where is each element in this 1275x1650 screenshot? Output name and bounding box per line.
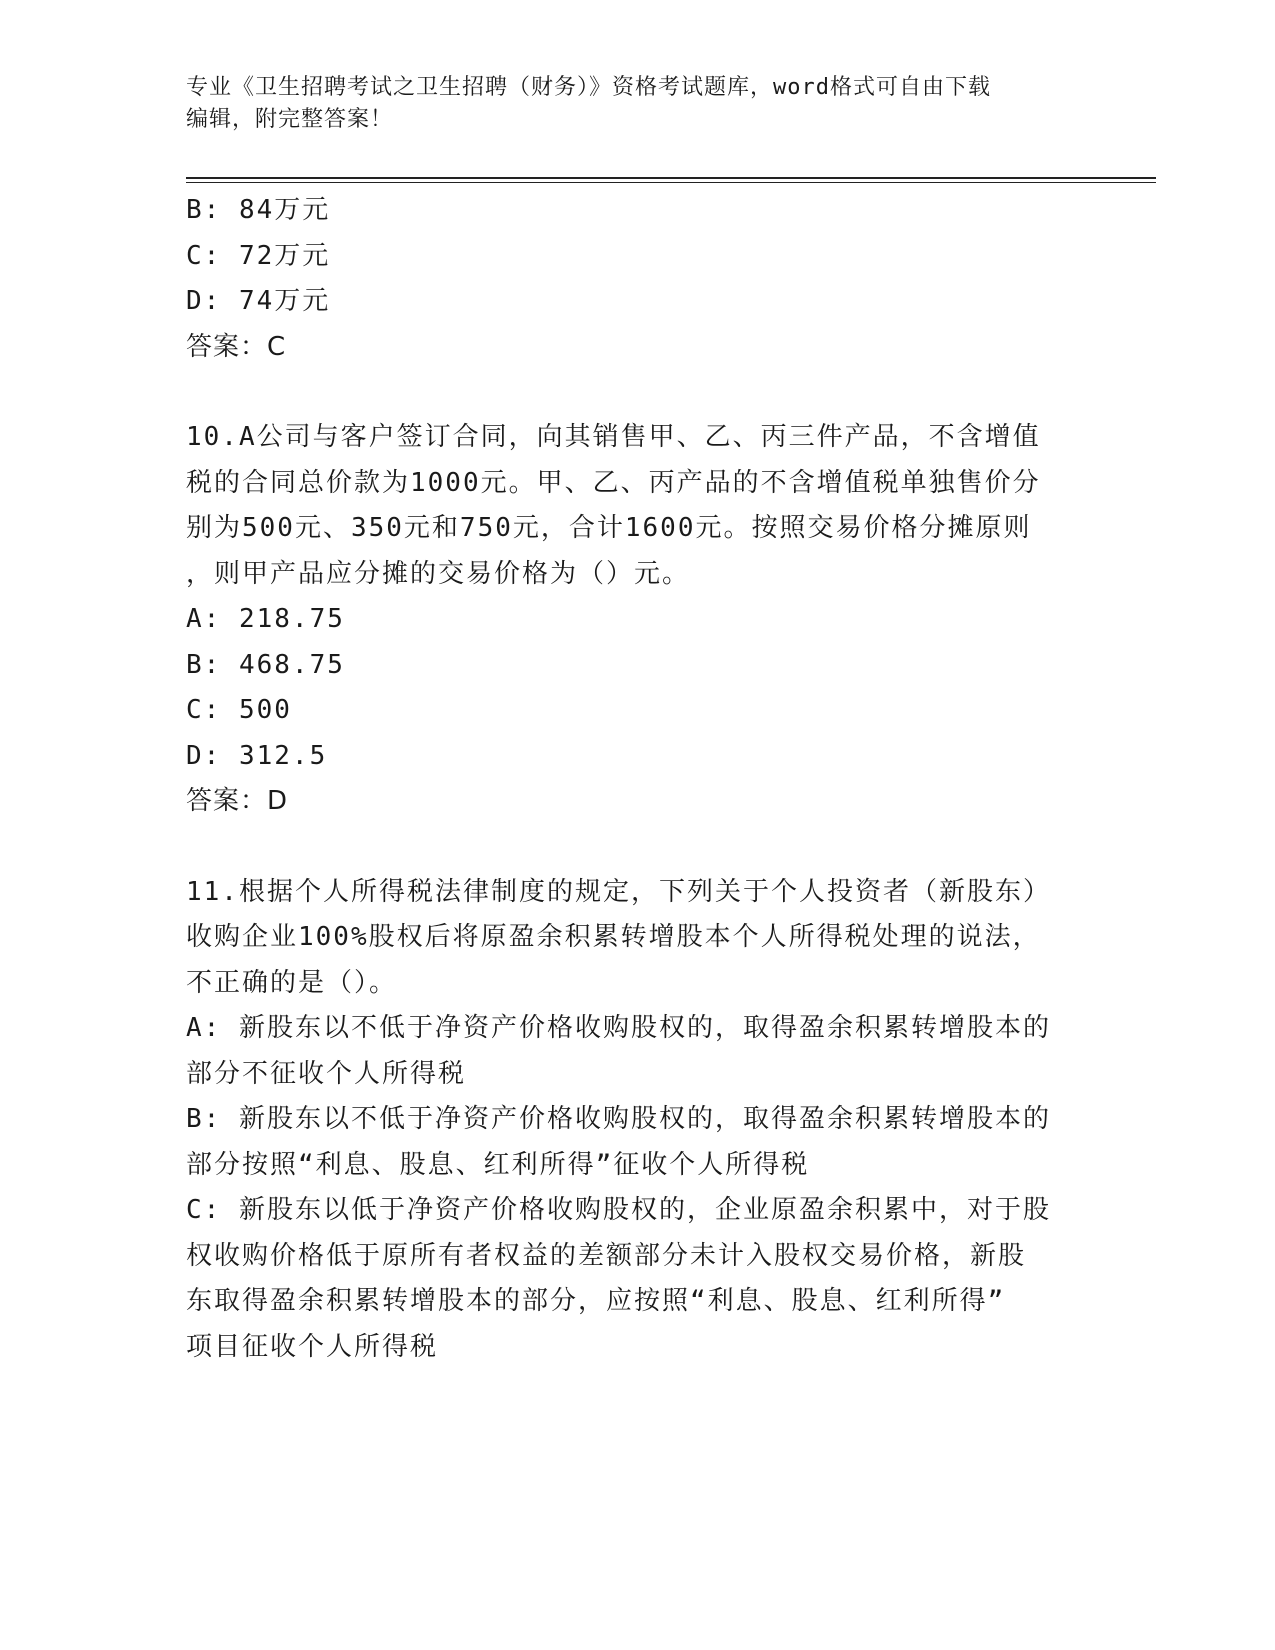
option-line: 项目征收个人所得税 bbox=[186, 1331, 439, 1362]
option-d: D: 312.5 bbox=[186, 740, 328, 771]
question-stem-line: 10.A公司与客户签订合同，向其销售甲、乙、丙三件产品，不含增值 bbox=[186, 422, 1041, 452]
question-stem-line: 税的合同总价款为1000元。甲、乙、丙产品的不含增值税单独售价分 bbox=[186, 467, 1041, 498]
question-stem-line: 别为500元、350元和750元，合计1600元。按照交易价格分摊原则 bbox=[186, 513, 1032, 543]
option-line: B: 新股东以不低于净资产价格收购股权的，取得盈余积累转增股本的 bbox=[186, 1104, 1051, 1134]
answer: 答案：C bbox=[186, 331, 287, 362]
option-d: D: 74万元 bbox=[186, 286, 331, 316]
header-rule bbox=[186, 177, 1156, 179]
question-stem-line: 11.根据个人所得税法律制度的规定，下列关于个人投资者（新股东） bbox=[186, 876, 1051, 907]
previous-question bbox=[186, 188, 1086, 370]
question-11 bbox=[186, 870, 1086, 1371]
option-line: 东取得盈余积累转增股本的部分，应按照“利息、股息、红利所得” bbox=[186, 1286, 1006, 1316]
option-c: C: 500 bbox=[186, 695, 292, 725]
question-stem-line: 收购企业100%股权后将原盈余积累转增股本个人所得税处理的说法， bbox=[186, 922, 1041, 952]
option-line: 权收购价格低于原所有者权益的差额部分未计入股权交易价格，新股 bbox=[186, 1240, 1027, 1271]
answer: 答案：D bbox=[186, 786, 289, 816]
option-a: A: 218.75 bbox=[186, 604, 345, 634]
option-line: A: 新股东以不低于净资产价格收购股权的，取得盈余积累转增股本的 bbox=[186, 1013, 1051, 1043]
option-line: 部分按照“利息、股息、红利所得”征收个人所得税 bbox=[186, 1149, 810, 1180]
question-stem-line: 不正确的是（）。 bbox=[186, 967, 398, 998]
header-line-2: 编辑，附完整答案！ bbox=[186, 107, 394, 132]
option-line: 部分不征收个人所得税 bbox=[186, 1058, 467, 1089]
option-b: B: 84万元 bbox=[186, 195, 331, 225]
question-stem-line: ，则甲产品应分摊的交易价格为（）元。 bbox=[186, 558, 691, 589]
option-line: C: 新股东以低于净资产价格收购股权的，企业原盈余积累中，对于股 bbox=[186, 1195, 1051, 1225]
question-10 bbox=[186, 415, 1086, 825]
page-content bbox=[186, 188, 1086, 1370]
option-c bbox=[186, 1188, 1086, 1370]
header-line-1: 专业《卫生招聘考试之卫生招聘（财务）》资格考试题库，word格式可自由下载 bbox=[186, 75, 991, 100]
option-c: C: 72万元 bbox=[186, 240, 331, 271]
option-a bbox=[186, 1006, 1086, 1097]
option-b: B: 468.75 bbox=[186, 649, 345, 680]
option-b bbox=[186, 1097, 1086, 1188]
page-header bbox=[186, 72, 1066, 136]
header-rule-thin bbox=[186, 182, 1156, 183]
